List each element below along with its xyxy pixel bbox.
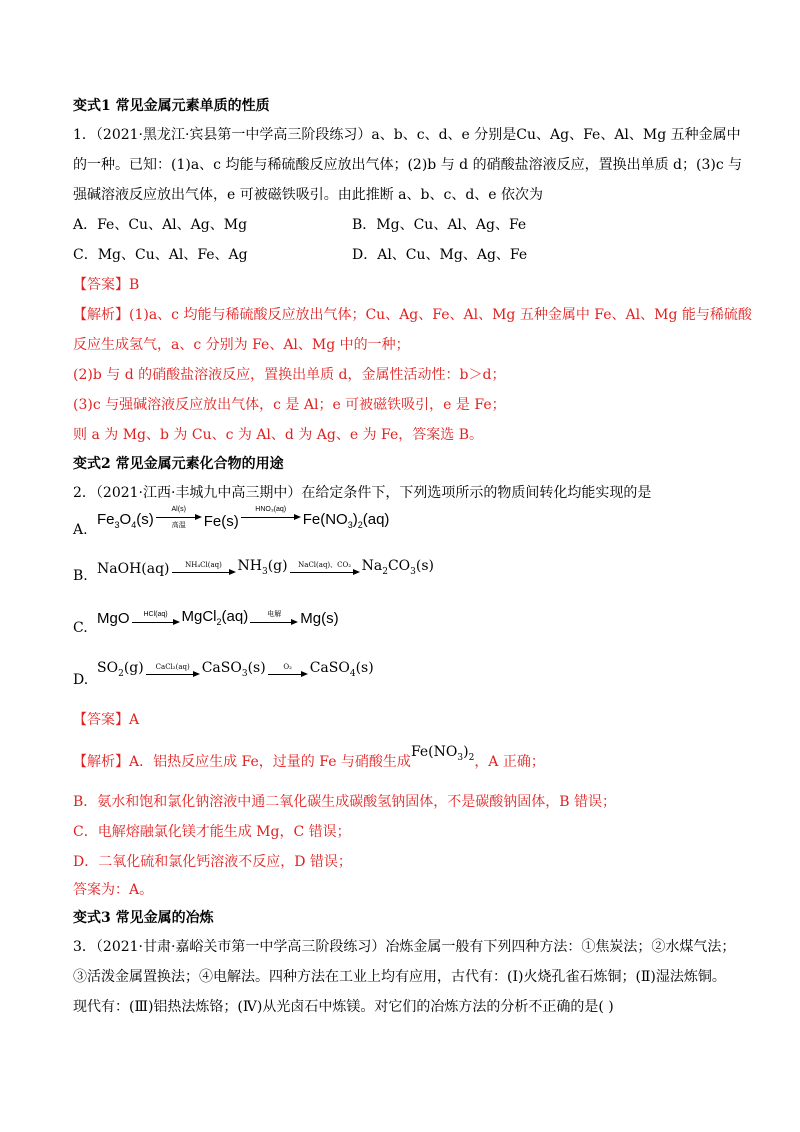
- rxd-species-1: $SO_2(g)$: [97, 660, 144, 679]
- q2-analysis-line-1: 【解析】A．铝热反应生成 Fe，过量的 Fe 与硝酸生成$Fe(NO_3)_2$，A 正确；: [73, 744, 545, 770]
- question-3-line-3: 现代有：(Ⅲ)铝热法炼铬；(Ⅳ)从光卤石中炼镁。对它们的冶炼方法的分析不正确的是( ): [73, 999, 614, 1015]
- rxa-arrow-1: Al(s) 高温: [156, 506, 202, 530]
- q1-answer: 【答案】B: [73, 277, 140, 293]
- rxc-arrow-1: HCl(aq): [132, 611, 180, 627]
- q2-option-a-label: A.: [73, 522, 88, 538]
- question-3-line-2: ③活泼金属置换法；④电解法。四种方法在工业上均有应用，古代有：(Ⅰ)火烧孔雀石炼铜；(Ⅱ)湿法炼铜。: [73, 969, 726, 985]
- rxc-species-3: Mg(s): [300, 610, 339, 627]
- rxa-arrow-2: HNO₃(aq): [241, 506, 301, 522]
- rxa-species-3: $Fe(NO_3)_2(aq)$: [302, 511, 390, 530]
- q1-analysis-line-2: 反应生成氢气，a、c 分别为 Fe、Al、Mg 中的一种；: [73, 337, 410, 353]
- q2-analysis-line-5: 答案为：A。: [73, 882, 154, 898]
- q2-option-c-label: C.: [73, 620, 88, 636]
- q2-answer: 【答案】A: [73, 712, 140, 728]
- rxa-species-1: $Fe_3O_4(s)$: [97, 511, 154, 530]
- q2-option-a-reaction: [97, 506, 389, 530]
- rxc-species-2: MgCl$_2$(aq): [181, 608, 249, 627]
- section-heading-1: 变式1 常见金属元素单质的性质: [73, 98, 270, 114]
- rxd-species-2: CaSO$_3$(s): [201, 660, 266, 679]
- q2-option-d-reaction: [97, 660, 374, 679]
- q1-option-a: A．Fe、Cu、Al、Ag、Mg: [73, 217, 248, 233]
- rxc-species-1: MgO: [97, 610, 130, 627]
- q2-option-b-label: B.: [73, 568, 88, 584]
- rxb-arrow-1: NH₄Cl(aq): [172, 561, 236, 577]
- section-heading-2: 变式2 常见金属元素化合物的用途: [73, 456, 284, 472]
- q1-option-d: D．Al、Cu、Mg、Ag、Fe: [352, 247, 528, 263]
- rxa-species-2: Fe(s): [203, 513, 239, 530]
- rxc-arrow-2: 电解: [250, 611, 298, 627]
- question-1-line-2: 的一种。已知：(1)a、c 均能与稀硫酸反应放出气体；(2)b 与 d 的硝酸盐溶液反应，置换出单质 d；(3)c 与: [73, 157, 743, 173]
- q1-option-b: B．Mg、Cu、Al、Ag、Fe: [352, 217, 527, 233]
- q2-analysis-line-3: C．电解熔融氯化镁才能生成 Mg，C 错误；: [73, 824, 351, 840]
- question-2-line-1: 2．（2021·江西·丰城九中高三期中）在给定条件下，下列选项所示的物质间转化均能实现的是: [73, 485, 652, 501]
- q2-option-b-reaction: [97, 558, 434, 577]
- rxb-species-1: NaOH(aq): [97, 560, 170, 577]
- q2-option-c-reaction: [97, 608, 339, 627]
- q2-analysis-line-4: D．二氧化硫和氯化钙溶液不反应，D 错误；: [73, 854, 352, 870]
- question-1-line-3: 强碱溶液反应放出气体，e 可被磁铁吸引。由此推断 a、b、c、d、e 依次为: [73, 187, 544, 203]
- rxd-arrow-2: O₂: [268, 663, 308, 679]
- question-3-line-1: 3．（2021·甘肃·嘉峪关市第一中学高三阶段练习）冶炼金属一般有下列四种方法：①焦炭法；②水煤气法；: [73, 939, 736, 955]
- q2-option-d-label: D.: [73, 672, 89, 688]
- rxb-species-3: $Na_2CO_3(s)$: [361, 558, 434, 577]
- rxd-arrow-1: CaCl₂(aq): [146, 663, 200, 679]
- rxb-species-2: $NH_3(g)$: [237, 558, 288, 577]
- rxd-species-3: CaSO$_4$(s): [309, 660, 374, 679]
- q1-option-c: C．Mg、Cu、Al、Fe、Ag: [73, 247, 248, 263]
- section-heading-3: 变式3 常见金属的冶炼: [73, 910, 214, 926]
- q1-analysis-line-3: (2)b 与 d 的硝酸盐溶液反应，置换出单质 d，金属性活动性：b＞d；: [73, 367, 506, 383]
- q1-analysis-line-4: (3)c 与强碱溶液反应放出气体，c 是 Al；e 可被磁铁吸引，e 是 Fe；: [73, 397, 506, 413]
- q1-analysis-line-1: 【解析】(1)a、c 均能与稀硫酸反应放出气体；Cu、Ag、Fe、Al、Mg 五种金属中 Fe、Al、Mg 能与稀硫酸: [73, 307, 752, 323]
- q2-analysis-line-2: B．氨水和饱和氯化钠溶液中通二氧化碳生成碳酸氢钠固体，不是碳酸钠固体，B 错误；: [73, 794, 617, 810]
- q1-analysis-line-5: 则 a 为 Mg、b 为 Cu、c 为 Al、d 为 Ag、e 为 Fe，答案选 B。: [73, 427, 484, 443]
- rxb-arrow-2: NaCl(aq)、CO₂: [290, 561, 360, 577]
- question-1-line-1: 1．（2021·黑龙江·宾县第一中学高三阶段练习）a、b、c、d、e 分别是Cu、Ag、Fe、Al、Mg 五种金属中: [73, 127, 741, 143]
